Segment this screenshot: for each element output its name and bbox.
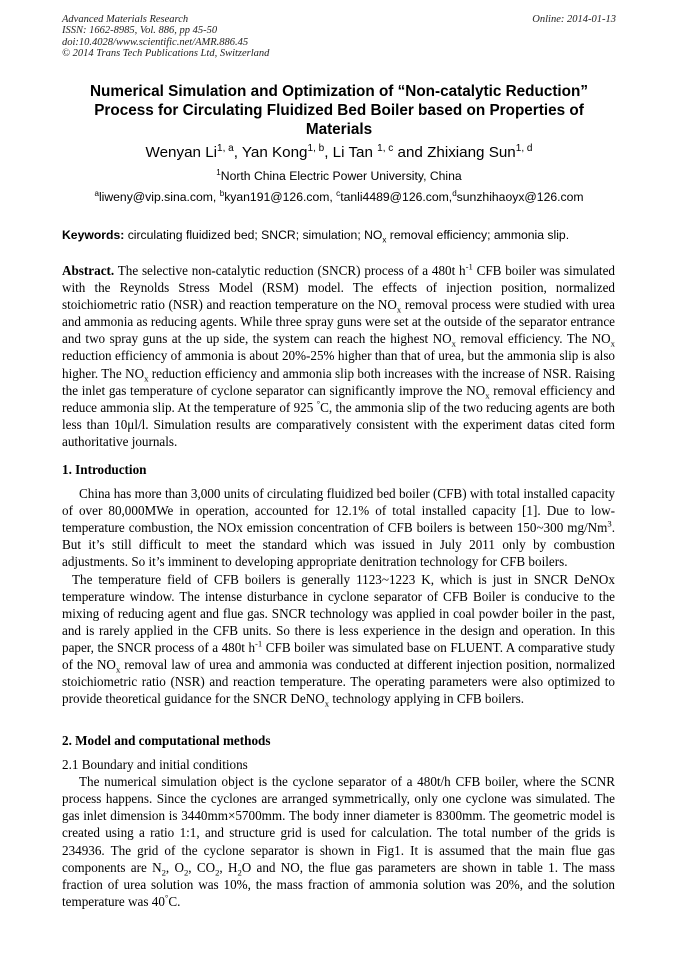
email-link[interactable]: sunzhihaoyx@126.com <box>456 190 584 204</box>
subscript: 2 <box>161 867 166 878</box>
author-superscript: 1, a <box>217 142 234 154</box>
email-link[interactable]: kyan191@126.com <box>224 190 330 204</box>
abstract <box>62 262 615 450</box>
author-superscript: 1, b <box>307 142 325 154</box>
paragraph-text: The numerical simulation object is the cyclone separator of a 480t/h CFB boiler, where the SCNR process happens. Since the cyclones are arranged symmetrically, only one cyclone was simulated. The gas inlet dimension is 3440mm×5700mm. The body inner diameter is 8300mm. The geometric model is created using a ratio 1:1, and structure grid is used for calculation. The total number of the grids is 234936. The grid of the cyclone separator is shown in Fig1. It is assumed that the main flue gas components are N <box>62 774 615 875</box>
subscript: 2 <box>237 867 242 878</box>
email-superscript: c <box>336 188 341 198</box>
subscript: 2 <box>183 867 189 878</box>
paragraph-text: , H <box>219 859 238 875</box>
subscript: x <box>451 339 456 349</box>
superscript: ° <box>316 398 321 409</box>
abstract-text: reduction efficiency and ammonia slip both increases with the increase of NSR. Raising the inlet gas temperature of cyclone separator can significantly improve the NO <box>62 365 615 398</box>
paper-title <box>62 82 616 139</box>
keywords-text: circulating fluidized bed; SNCR; simulation; NO <box>124 228 383 242</box>
keywords-text: removal efficiency; ammonia slip. <box>386 228 570 242</box>
author-name: Zhixiang Sun <box>427 144 516 161</box>
paragraph-text: , O <box>165 859 184 875</box>
abstract-label: Abstract. <box>62 263 115 278</box>
section-heading: 1. Introduction <box>62 462 147 477</box>
title-line: Process for Circulating Fluidized Bed Boiler based on Properties of <box>94 102 584 119</box>
email-link[interactable]: tanli4489@126.com <box>340 190 449 204</box>
subscript: x <box>485 390 490 401</box>
author-superscript: 1, c <box>377 142 394 154</box>
abstract-text: removal process were studied with urea and ammonia as reducing agents. While three spray guns were set at the outside of the separator entrance and two spray guns at the up side, the system can reach the highest NO <box>62 297 615 347</box>
subsection-heading: 2.1 Boundary and initial conditions <box>62 757 248 773</box>
paragraph-text: , CO <box>188 859 216 875</box>
title-line: Numerical Simulation and Optimization of “Non-catalytic Reduction” <box>89 83 589 100</box>
subscript: 2 <box>215 867 220 878</box>
doi-line: doi:10.4028/www.scientific.net/AMR.886.45 <box>62 36 249 48</box>
abstract-text: The selective non-catalytic reduction (SNCR) process of a 480t h <box>114 263 466 278</box>
copyright-line: © 2014 Trans Tech Publications Ltd, Switzerland <box>62 47 270 59</box>
email-superscript: a <box>94 188 99 198</box>
section-heading: 2. Model and computational methods <box>62 733 271 748</box>
issn-line: ISSN: 1662-8985, Vol. 886, pp 45-50 <box>62 25 218 37</box>
keywords <box>62 227 616 243</box>
keywords-label: Keywords: <box>62 228 125 242</box>
paragraph-text: removal law of urea and ammonia was conducted at different injection position, normalized stoichiometric ratio (NSR) and reaction temperature. The operating parameters were also optimized to provide theoretical guidance for the SNCR DeNO <box>62 657 615 707</box>
online-date: Online: 2014-01-13 <box>532 14 616 25</box>
paragraph-text: China has more than 3,000 units of circulating fluidized bed boiler (CFB) with total installed capacity of over 80,000MWe in operation, accounted for 12.1% of total installed capacity [1]. Due to low-temperature combustion, the NOx emission concentration of CFB boilers is between 150~300 mg/Nm <box>62 486 615 536</box>
subscript: x <box>324 698 330 709</box>
email-superscript: d <box>452 188 457 198</box>
journal-header <box>62 14 616 59</box>
subscript: x <box>610 339 615 349</box>
superscript: -1 <box>255 638 263 649</box>
journal-name: Advanced Materials Research <box>62 14 189 25</box>
author-name: Wenyan Li <box>145 144 218 161</box>
subscript: x <box>396 304 402 315</box>
superscript: 3 <box>607 518 612 529</box>
paragraph-text: O and NO, the flue gas parameters are shown in table 1. The mass fraction of urea solution was 10%, the mass fraction of ammonia solution was 20%, and the solution temperature was 40 <box>62 859 616 909</box>
affiliation-superscript: 1 <box>216 167 221 177</box>
paragraph-text: CFB boiler was simulated base on FLUENT. A comparative study of the NO <box>62 639 616 673</box>
section-introduction <box>62 461 615 707</box>
email-list: $^a$liweny@vip.sina.com, $^b$kyan191@126.com, $^c$tanli4489@126.com,$^d$sunzhihaoyx@126.com <box>94 188 584 204</box>
abstract-text: removal efficiency and reduce ammonia slip. At the temperature of 925 <box>62 382 615 415</box>
author-superscript: 1, d <box>515 142 533 154</box>
email-superscript: b <box>219 188 225 198</box>
subscript: x <box>382 235 387 245</box>
paragraph <box>62 485 615 570</box>
paragraph-text: C. <box>168 893 181 909</box>
abstract-text: C, the ammonia slip of the two reducing agents are both less than 10μl/l. Simulation results are comparatively consistent with the experiment datas cited form authoritative journals. <box>62 399 616 449</box>
abstract-text: CFB boiler was simulated with the Reynolds Stress Model (RSM) model. The effects of injection position, normalized stoichiometric ratio (NSR) and reaction temperature on the NO <box>62 263 615 313</box>
subscript: x <box>144 373 149 384</box>
author-name: Li Tan <box>332 144 378 161</box>
title-line: Materials <box>305 121 373 138</box>
paragraph-text: technology applying in CFB boilers. <box>329 691 524 707</box>
paragraph <box>62 571 615 708</box>
superscript: ° <box>164 892 169 903</box>
abstract-text: reduction efficiency of ammonia is about 20%-25% higher than that of urea, but the ammonia slip is also higher. The NO <box>62 348 615 381</box>
affiliation-text: North China Electric Power University, China <box>220 169 462 183</box>
email-link[interactable]: liweny@vip.sina.com <box>98 190 213 204</box>
paragraph-text: The temperature field of CFB boilers is generally 1123~1223 K, which is just in SNCR DeNOx temperature window. The intense disturbance in cyclone separator of CFB Boiler is conducive to the mixing of reducing agent and flue gas. SNCR technology was applied in coal powder boiler in the past, and is rarely applied in the CFB units. So there is less experience in the design and operation. In this paper, the SNCR process of a 480t h <box>62 571 615 655</box>
abstract-text: removal efficiency. The NO <box>455 331 611 347</box>
author-name: Yan Kong <box>241 144 308 161</box>
author-list: Wenyan Li$^{1, a}$, Yan Kong$^{1, b}$, Li Tan $^{1, c}$ and Zhixiang Sun$^{1, d}$ <box>145 142 533 161</box>
section-model <box>62 732 615 910</box>
subscript: x <box>115 664 121 675</box>
paragraph <box>62 773 615 910</box>
affiliation <box>62 168 616 184</box>
paragraph-text: . But it’s still difficult to meet the standard which was issued in July 2011 only by combustion adjustments. So it’s imminent to developing appropriate denitration technology for CFB boilers. <box>62 520 615 570</box>
superscript: -1 <box>465 261 473 272</box>
